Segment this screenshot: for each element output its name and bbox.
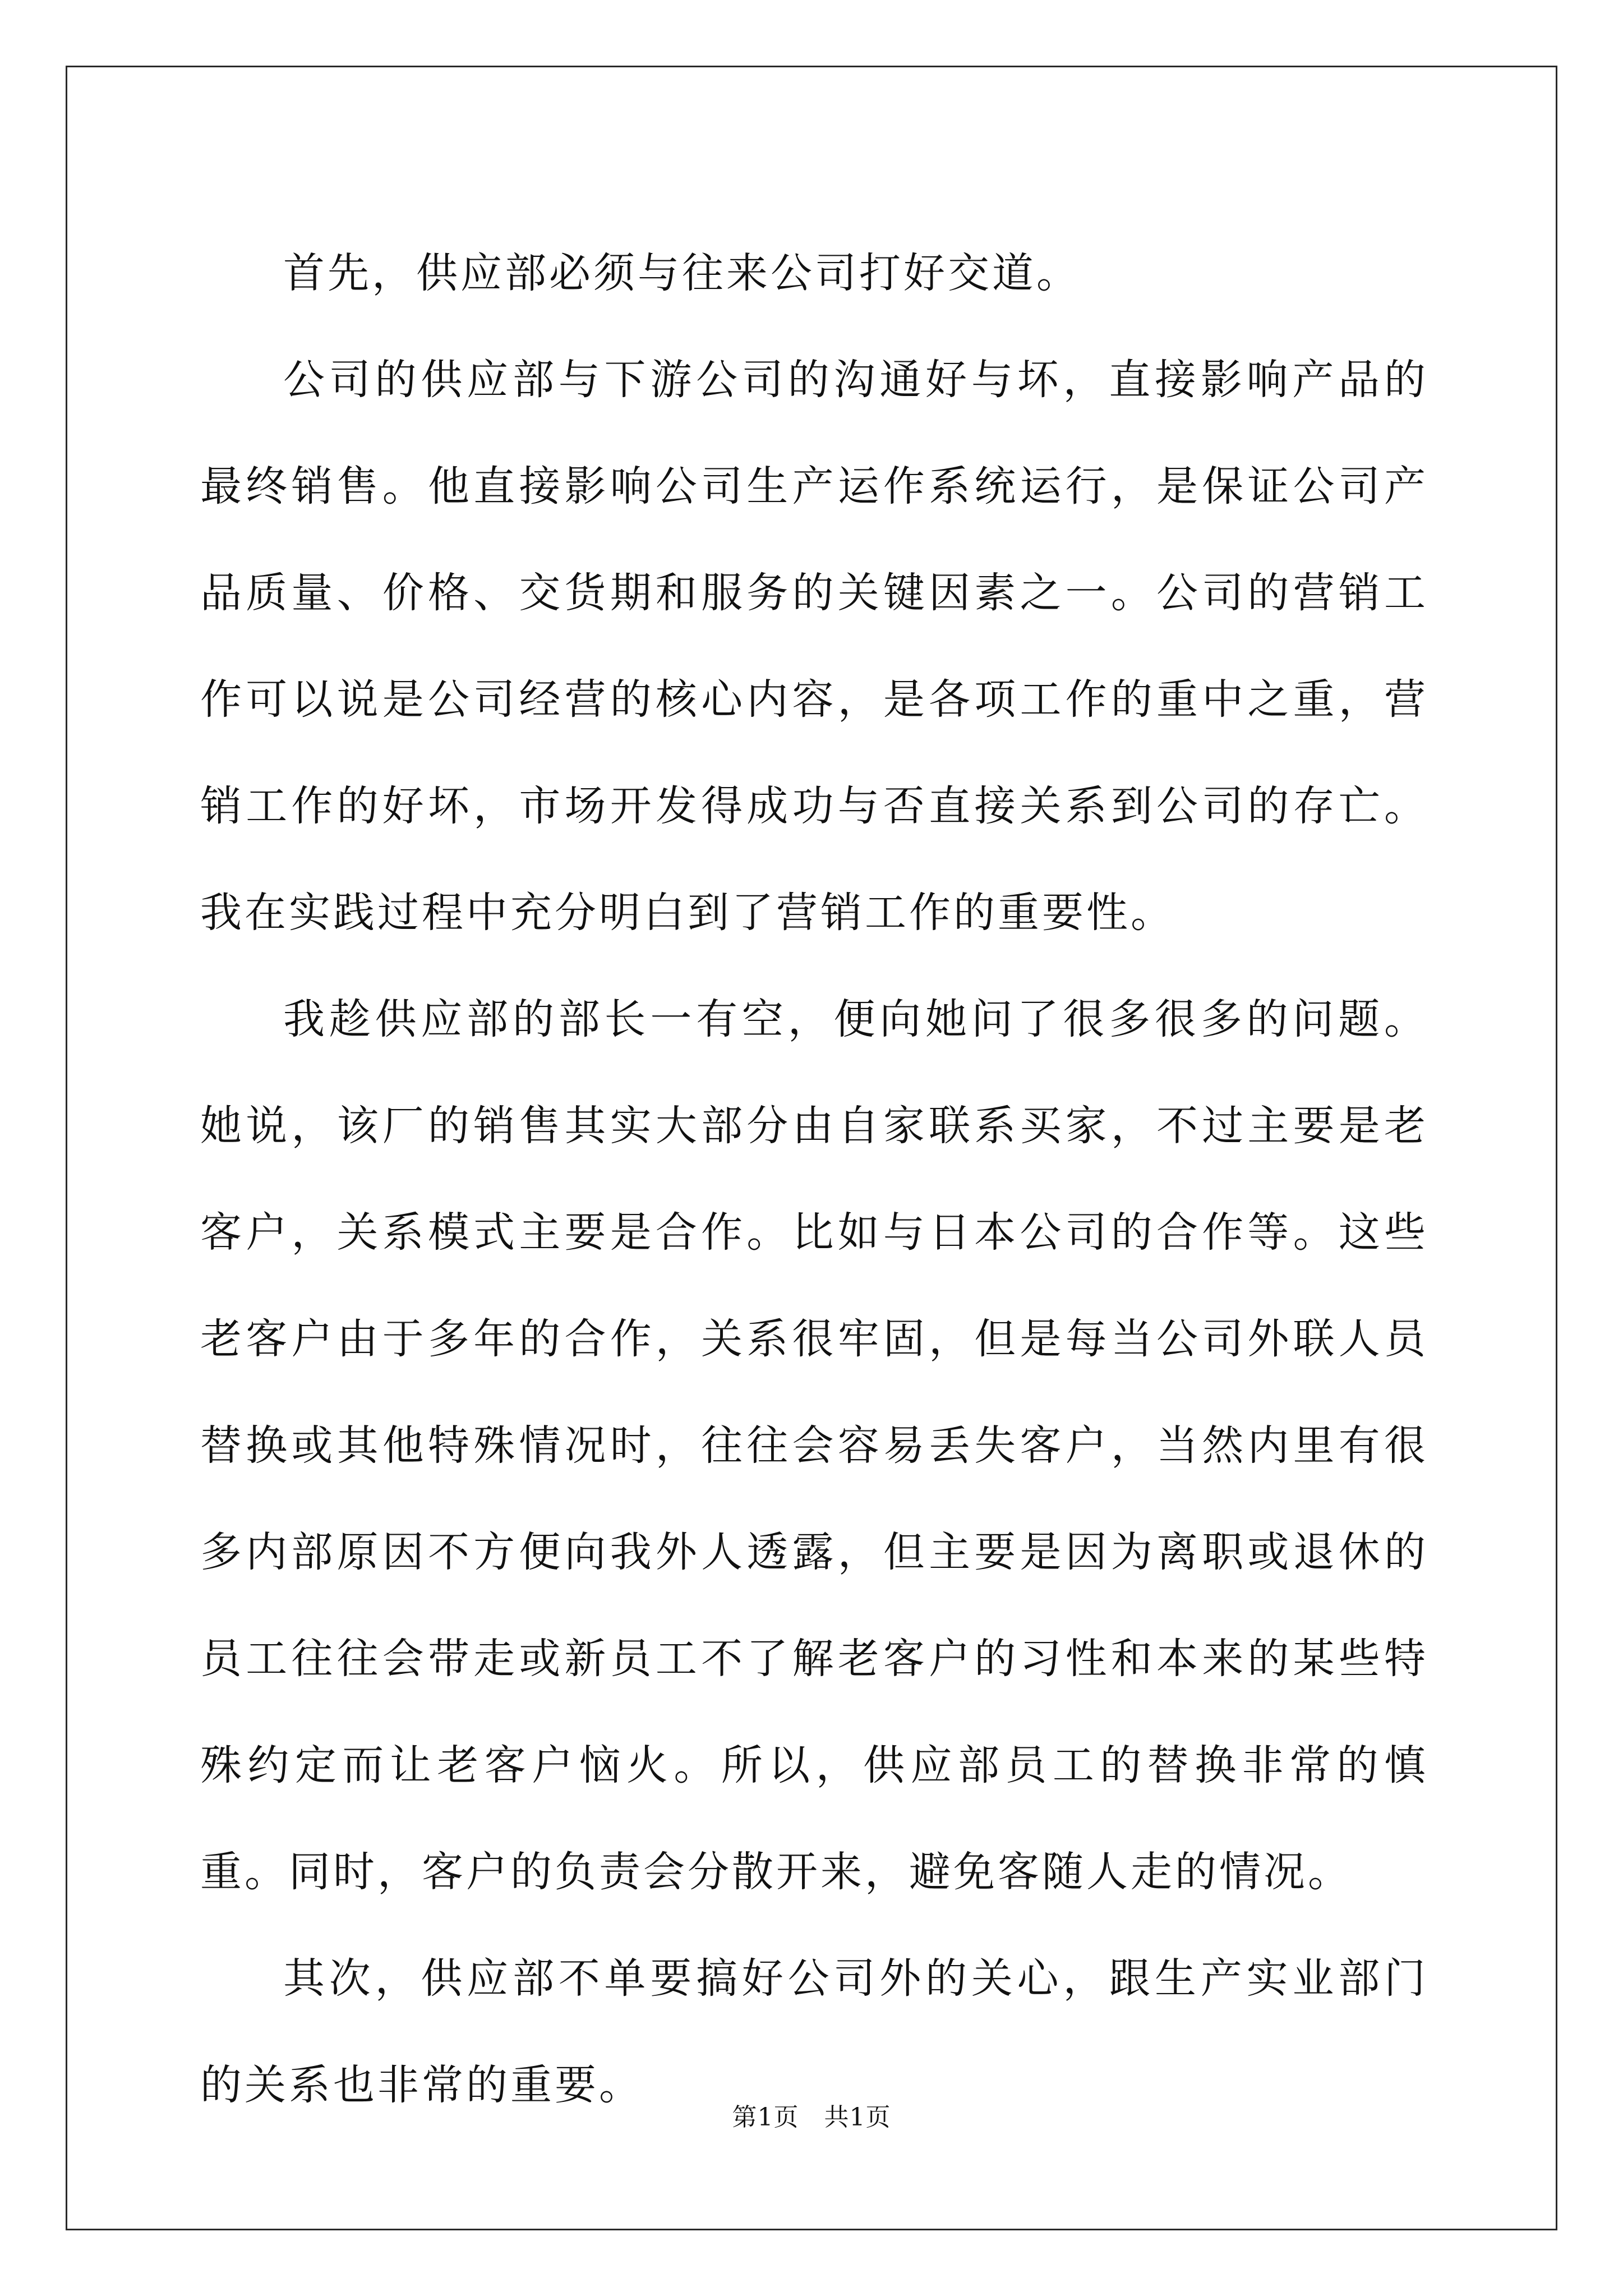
footer-gap — [799, 2103, 824, 2132]
paragraph-2: 公司的供应部与下游公司的沟通好与坏，直接影响产品的最终销售。他直接影响公司生产运作系统运行，是保证公司产品质量、价格、交货期和服务的关键因素之一。公司的营销工作可以说是公司经营的核心内容，是各项工作的重中之重，营销工作的好坏，市场开发得成功与否直接关系到公司的存亡。我在实践过程中充分明白到了营销工作的重要性。 — [200, 356, 1428, 937]
page-total: 共1页 — [824, 2103, 891, 2132]
paragraph-1: 首先，供应部必须与往来公司打好交道。 — [283, 249, 1081, 297]
page-footer — [0, 2101, 1623, 2134]
page-number: 第1页 — [732, 2103, 799, 2132]
paragraph-3: 我趁供应部的部长一有空，便向她问了很多很多的问题。她说，该厂的销售其实大部分由自家联系买家，不过主要是老客户，关系模式主要是合作。比如与日本公司的合作等。这些老客户由于多年的合作，关系很牢固，但是每当公司外联人员替换或其他特殊情况时，往往会容易丢失客户，当然内里有很多内部原因不方便向我外人透露，但主要是因为离职或退休的员工往往会带走或新员工不了解老客户的习性和本来的某些特殊约定而让老客户恼火。所以，供应部员工的替换非常的慎重。同时，客户的负责会分散开来，避免客随人走的情况。 — [200, 995, 1428, 1896]
document-body — [200, 220, 1428, 2138]
paragraph-4: 其次，供应部不单要搞好公司外的关心，跟生产实业部门的关系也非常的重要。 — [200, 1954, 1428, 2109]
